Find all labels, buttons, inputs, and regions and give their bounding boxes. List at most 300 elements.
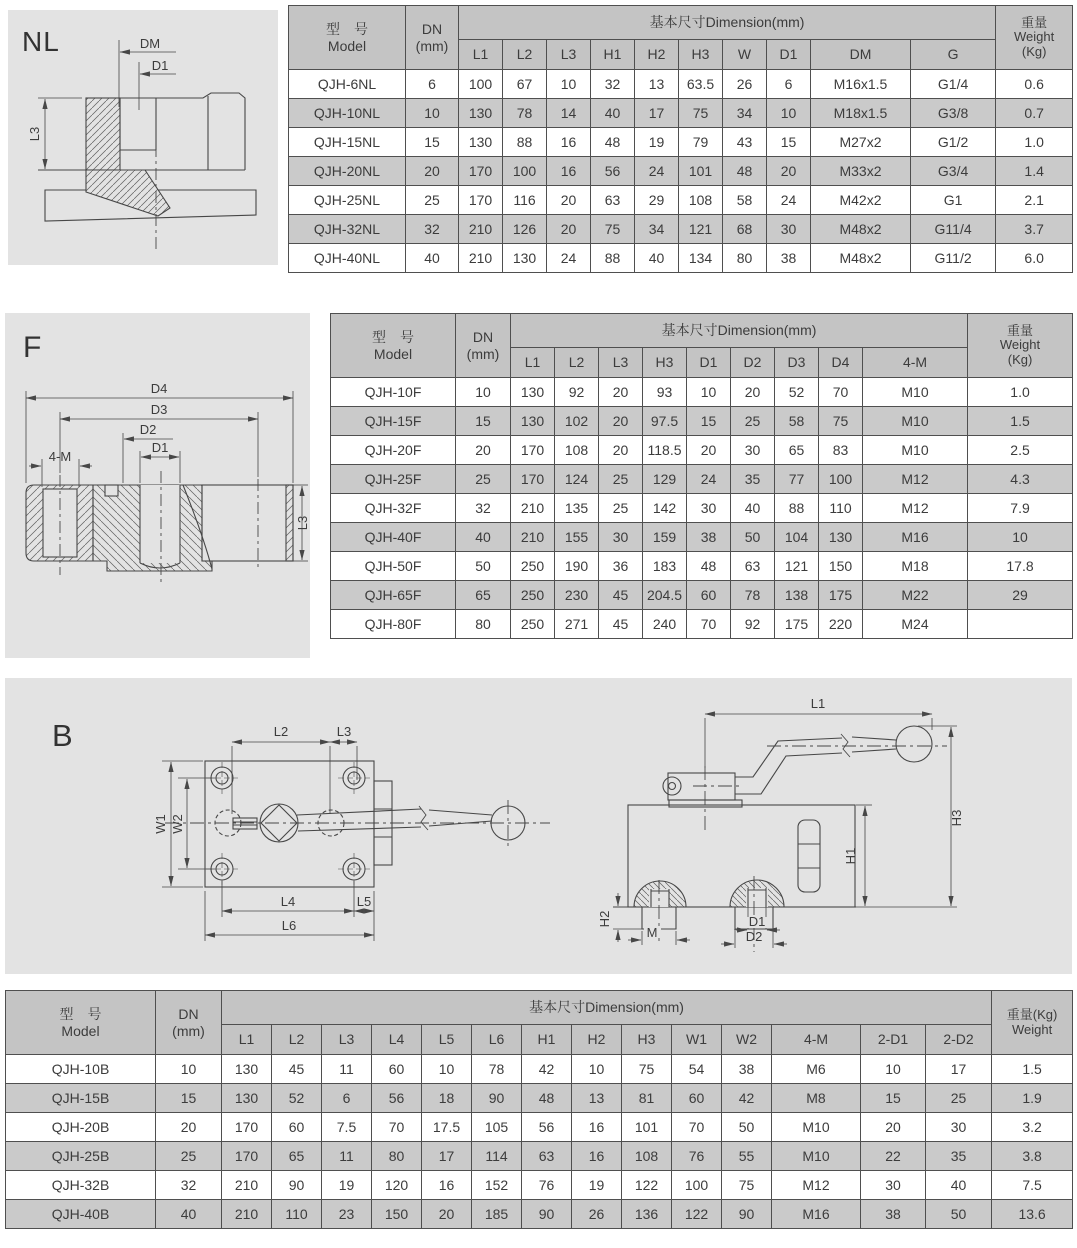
dim-label-l4: L4 [280, 894, 296, 909]
value-cell: 40 [926, 1171, 992, 1200]
value-cell: 40 [156, 1200, 222, 1229]
model-header-zh: 型 号 [59, 1006, 102, 1023]
model-cell: QJH-32NL [289, 215, 406, 244]
value-cell: 20 [687, 436, 731, 465]
value-cell: M10 [772, 1142, 861, 1171]
dimension-header: 基本尺寸Dimension(mm) [222, 991, 992, 1025]
model-cell: QJH-20B [6, 1113, 156, 1142]
value-cell: 75 [591, 215, 635, 244]
model-cell: QJH-32B [6, 1171, 156, 1200]
value-cell: 48 [591, 128, 635, 157]
dim-col-header: G [911, 40, 996, 70]
value-cell: 170 [459, 186, 503, 215]
value-cell: 102 [555, 407, 599, 436]
value-cell: 20 [422, 1200, 472, 1229]
dim-label-d4: D4 [150, 381, 168, 396]
value-cell: G3/8 [911, 99, 996, 128]
handle-side [735, 726, 932, 794]
value-cell: 170 [222, 1142, 272, 1171]
value-cell: 30 [731, 436, 775, 465]
nl-table-header [289, 6, 1073, 70]
value-cell: 130 [222, 1055, 272, 1084]
value-cell: 1.5 [968, 407, 1073, 436]
value-cell: M12 [772, 1171, 861, 1200]
value-cell: 170 [511, 465, 555, 494]
dim-col-header: H1 [591, 40, 635, 70]
model-cell: QJH-10F [331, 378, 456, 407]
dn-header [156, 991, 222, 1055]
weight-header-unit: (Kg) [1007, 351, 1033, 367]
value-cell: 20 [767, 157, 811, 186]
dim-col-header: L1 [511, 348, 555, 378]
f-drawing-panel [5, 313, 310, 658]
value-cell: 25 [731, 407, 775, 436]
side-view-dimensions [613, 714, 957, 948]
value-cell: M16 [772, 1200, 861, 1229]
value-cell: 19 [572, 1171, 622, 1200]
value-cell: 16 [547, 128, 591, 157]
value-cell: 45 [599, 581, 643, 610]
value-cell: 56 [522, 1113, 572, 1142]
value-cell: 38 [861, 1200, 926, 1229]
value-cell: 6 [406, 70, 459, 99]
model-cell: QJH-80F [331, 610, 456, 639]
value-cell: M18 [863, 552, 968, 581]
dim-col-header: L2 [555, 348, 599, 378]
value-cell: 271 [555, 610, 599, 639]
value-cell: 16 [422, 1171, 472, 1200]
value-cell: 78 [472, 1055, 522, 1084]
dn-header-label: DN [421, 21, 443, 38]
table-row [6, 1171, 1073, 1200]
value-cell: 52 [272, 1084, 322, 1113]
value-cell: 6 [322, 1084, 372, 1113]
value-cell: 70 [819, 378, 863, 407]
value-cell: 97.5 [643, 407, 687, 436]
dim-col-header: W [723, 40, 767, 70]
table-row [289, 128, 1073, 157]
dim-label-d2: D2 [745, 929, 763, 944]
value-cell: 183 [643, 552, 687, 581]
model-cell: QJH-25NL [289, 186, 406, 215]
value-cell: 34 [635, 215, 679, 244]
value-cell: 43 [723, 128, 767, 157]
value-cell: 36 [599, 552, 643, 581]
model-cell: QJH-40B [6, 1200, 156, 1229]
value-cell: 35 [731, 465, 775, 494]
value-cell: G1/4 [911, 70, 996, 99]
value-cell: 75 [819, 407, 863, 436]
value-cell: M16 [863, 523, 968, 552]
weight-header [996, 6, 1073, 70]
value-cell: 10 [406, 99, 459, 128]
side-port-hex [798, 820, 820, 892]
value-cell: 25 [599, 465, 643, 494]
table-row [331, 465, 1073, 494]
value-cell: M48x2 [811, 244, 911, 273]
value-cell: 100 [459, 70, 503, 99]
value-cell: 4.3 [968, 465, 1073, 494]
dim-label-l3: L3 [336, 724, 352, 739]
value-cell: 1.0 [968, 378, 1073, 407]
value-cell [968, 610, 1073, 639]
value-cell: 45 [599, 610, 643, 639]
value-cell: 240 [643, 610, 687, 639]
value-cell: 75 [679, 99, 723, 128]
value-cell: 108 [622, 1142, 672, 1171]
nl-drawing-panel [8, 10, 278, 265]
value-cell: 58 [775, 407, 819, 436]
value-cell: 130 [819, 523, 863, 552]
model-cell: QJH-20NL [289, 157, 406, 186]
value-cell: 130 [222, 1084, 272, 1113]
value-cell: 210 [459, 215, 503, 244]
value-cell: 45 [272, 1055, 322, 1084]
value-cell: M6 [772, 1055, 861, 1084]
value-cell: 0.6 [996, 70, 1073, 99]
value-cell: 83 [819, 436, 863, 465]
value-cell: 110 [819, 494, 863, 523]
value-cell: 63 [522, 1142, 572, 1171]
b-technical-drawing [5, 678, 1072, 974]
weight-header-line2: Weight [1011, 1021, 1053, 1037]
table-row [289, 215, 1073, 244]
value-cell: M18x1.5 [811, 99, 911, 128]
value-cell: 18 [422, 1084, 472, 1113]
table-row [289, 186, 1073, 215]
table-row [289, 99, 1073, 128]
value-cell: 63 [731, 552, 775, 581]
value-cell: 29 [968, 581, 1073, 610]
dn-header-label: DN [472, 329, 494, 346]
model-header-en: Model [61, 1022, 100, 1039]
bolt-centermarks [206, 762, 370, 885]
dim-label-h2: H2 [597, 910, 612, 928]
value-cell: 3.7 [996, 215, 1073, 244]
table-row [289, 157, 1073, 186]
value-cell: 7.5 [322, 1113, 372, 1142]
value-cell: 60 [672, 1084, 722, 1113]
valve-top-view [205, 761, 525, 887]
hatch-region-lower [86, 170, 170, 216]
value-cell: M10 [863, 436, 968, 465]
dim-label-l3: L3 [295, 515, 310, 531]
value-cell: 20 [406, 157, 459, 186]
value-cell: 81 [622, 1084, 672, 1113]
value-cell: 159 [643, 523, 687, 552]
value-cell: 210 [222, 1200, 272, 1229]
dim-col-header: L6 [472, 1025, 522, 1055]
value-cell: 20 [731, 378, 775, 407]
table-row [331, 523, 1073, 552]
model-cell: QJH-25B [6, 1142, 156, 1171]
value-cell: 20 [547, 215, 591, 244]
value-cell: 90 [522, 1200, 572, 1229]
value-cell: 220 [819, 610, 863, 639]
value-cell: 24 [687, 465, 731, 494]
table-row [331, 610, 1073, 639]
value-cell: 80 [372, 1142, 422, 1171]
value-cell: 77 [775, 465, 819, 494]
value-cell: 19 [635, 128, 679, 157]
value-cell: M12 [863, 494, 968, 523]
value-cell: 30 [767, 215, 811, 244]
value-cell: M10 [863, 407, 968, 436]
value-cell: 16 [572, 1142, 622, 1171]
value-cell: 19 [322, 1171, 372, 1200]
dim-col-header: W2 [722, 1025, 772, 1055]
value-cell: 58 [723, 186, 767, 215]
dn-header-unit: (mm) [466, 345, 500, 362]
top-view-dimensions [162, 742, 374, 941]
weight-header-en: Weight [999, 337, 1041, 353]
value-cell: 40 [406, 244, 459, 273]
f-table [330, 313, 1073, 639]
value-cell: 48 [687, 552, 731, 581]
value-cell: 1.9 [992, 1084, 1073, 1113]
f-table-body [331, 378, 1073, 639]
handle-ball-side [896, 726, 932, 762]
dim-col-header: W1 [672, 1025, 722, 1055]
value-cell: 250 [511, 552, 555, 581]
value-cell: 170 [511, 436, 555, 465]
header-row-1 [331, 314, 1073, 348]
value-cell: 11 [322, 1142, 372, 1171]
dim-col-header: 4-M [863, 348, 968, 378]
dim-col-header: H3 [622, 1025, 672, 1055]
value-cell: 63 [591, 186, 635, 215]
dim-label-l5: L5 [356, 894, 372, 909]
model-header-zh: 型 号 [372, 329, 414, 346]
value-cell: G11/2 [911, 244, 996, 273]
dim-col-header: L5 [422, 1025, 472, 1055]
model-cell: QJH-10NL [289, 99, 406, 128]
dim-col-header: L2 [503, 40, 547, 70]
value-cell: 121 [775, 552, 819, 581]
weight-header [992, 991, 1073, 1055]
value-cell: 3.2 [992, 1113, 1073, 1142]
value-cell: 10 [861, 1055, 926, 1084]
value-cell: 92 [555, 378, 599, 407]
nl-section-label: NL [22, 26, 60, 57]
dn-header-unit: (mm) [172, 1022, 205, 1039]
f-section-label: F [23, 331, 43, 364]
model-cell: QJH-65F [331, 581, 456, 610]
value-cell: 40 [591, 99, 635, 128]
dim-col-header: L4 [372, 1025, 422, 1055]
value-cell: 65 [775, 436, 819, 465]
value-cell: 210 [511, 523, 555, 552]
value-cell: M8 [772, 1084, 861, 1113]
value-cell: 15 [687, 407, 731, 436]
weight-header-zh: 重量 [1007, 322, 1034, 338]
value-cell: 75 [622, 1055, 672, 1084]
valve-side-view [613, 726, 932, 929]
value-cell: 38 [722, 1055, 772, 1084]
dim-label-l2: L2 [273, 724, 289, 739]
value-cell: 67 [503, 70, 547, 99]
value-cell: 54 [672, 1055, 722, 1084]
value-cell: 20 [599, 436, 643, 465]
dim-col-header: 4-M [772, 1025, 861, 1055]
value-cell: 100 [503, 157, 547, 186]
dn-header-unit: (mm) [415, 37, 449, 54]
dn-header [406, 6, 459, 70]
value-cell: 40 [731, 494, 775, 523]
value-cell: 10 [767, 99, 811, 128]
value-cell: 11 [322, 1055, 372, 1084]
value-cell: 134 [679, 244, 723, 273]
value-cell: 116 [503, 186, 547, 215]
f-technical-drawing [5, 313, 310, 658]
value-cell: 55 [722, 1142, 772, 1171]
dim-label-l1: L1 [810, 696, 826, 711]
model-header-en: Model [327, 37, 367, 54]
dim-col-header: D1 [687, 348, 731, 378]
table-row [6, 1113, 1073, 1142]
value-cell: 100 [819, 465, 863, 494]
dim-label-w2: W2 [170, 814, 185, 834]
handle-hub [668, 773, 735, 800]
value-cell: 155 [555, 523, 599, 552]
header-row-1 [289, 6, 1073, 40]
value-cell: 25 [599, 494, 643, 523]
value-cell: 10 [968, 523, 1073, 552]
value-cell: 52 [775, 378, 819, 407]
value-cell: 79 [679, 128, 723, 157]
b-table-body [6, 1055, 1073, 1229]
value-cell: 30 [599, 523, 643, 552]
dimension-header: 基本尺寸Dimension(mm) [459, 6, 996, 40]
dim-label-d1: D1 [151, 440, 169, 455]
value-cell: 48 [522, 1084, 572, 1113]
b-section-label: B [52, 718, 74, 753]
value-cell: G3/4 [911, 157, 996, 186]
value-cell: G1 [911, 186, 996, 215]
value-cell: 25 [406, 186, 459, 215]
value-cell: 32 [406, 215, 459, 244]
table-row [331, 581, 1073, 610]
value-cell: 210 [222, 1171, 272, 1200]
value-cell: 2.5 [968, 436, 1073, 465]
value-cell: 50 [456, 552, 511, 581]
value-cell: 15 [767, 128, 811, 157]
value-cell: 118.5 [643, 436, 687, 465]
value-cell: 250 [511, 610, 555, 639]
value-cell: 10 [687, 378, 731, 407]
value-cell: 70 [687, 610, 731, 639]
value-cell: 16 [547, 157, 591, 186]
value-cell: 35 [926, 1142, 992, 1171]
value-cell: 38 [687, 523, 731, 552]
value-cell: 68 [723, 215, 767, 244]
value-cell: 90 [472, 1084, 522, 1113]
value-cell: 3.8 [992, 1142, 1073, 1171]
value-cell: 13 [572, 1084, 622, 1113]
dim-col-header: H2 [572, 1025, 622, 1055]
value-cell: 7.9 [968, 494, 1073, 523]
value-cell: G1/2 [911, 128, 996, 157]
model-header-en: Model [373, 345, 413, 362]
value-cell: 80 [456, 610, 511, 639]
weight-header-unit: (Kg) [1021, 43, 1047, 59]
value-cell: 17.5 [422, 1113, 472, 1142]
hatch-region [86, 98, 120, 170]
value-cell: 50 [926, 1200, 992, 1229]
value-cell: 78 [731, 581, 775, 610]
value-cell: 120 [372, 1171, 422, 1200]
model-cell: QJH-15B [6, 1084, 156, 1113]
value-cell: 25 [156, 1142, 222, 1171]
value-cell: 126 [503, 215, 547, 244]
value-cell: 60 [687, 581, 731, 610]
value-cell: 130 [503, 244, 547, 273]
value-cell: 26 [723, 70, 767, 99]
table-row [6, 1142, 1073, 1171]
weight-header-line1: 重量(Kg) [1006, 1006, 1058, 1022]
value-cell: 63.5 [679, 70, 723, 99]
model-cell: QJH-40NL [289, 244, 406, 273]
value-cell: 32 [156, 1171, 222, 1200]
value-cell: 88 [503, 128, 547, 157]
value-cell: 24 [767, 186, 811, 215]
dim-label-m: M [646, 925, 658, 940]
value-cell: 136 [622, 1200, 672, 1229]
dim-col-header: D3 [775, 348, 819, 378]
dim-col-header: H3 [643, 348, 687, 378]
header-row-1 [6, 991, 1073, 1025]
value-cell: 230 [555, 581, 599, 610]
flange-cross-section [26, 485, 293, 571]
value-cell: 10 [456, 378, 511, 407]
value-cell: 92 [731, 610, 775, 639]
value-cell: 185 [472, 1200, 522, 1229]
model-cell: QJH-32F [331, 494, 456, 523]
value-cell: 32 [456, 494, 511, 523]
value-cell: 56 [591, 157, 635, 186]
value-cell: 16 [572, 1113, 622, 1142]
dim-col-header: 2-D2 [926, 1025, 992, 1055]
dim-col-header: H2 [635, 40, 679, 70]
dim-col-header: H3 [679, 40, 723, 70]
dim-col-header: L1 [459, 40, 503, 70]
value-cell: 130 [511, 407, 555, 436]
dim-label-l6: L6 [281, 918, 297, 933]
value-cell: 15 [861, 1084, 926, 1113]
value-cell: 10 [572, 1055, 622, 1084]
table-row [6, 1055, 1073, 1084]
value-cell: 6 [767, 70, 811, 99]
dim-col-header: H1 [522, 1025, 572, 1055]
nl-technical-drawing [8, 10, 278, 265]
value-cell: 42 [522, 1055, 572, 1084]
model-header [6, 991, 156, 1055]
model-cell: QJH-20F [331, 436, 456, 465]
value-cell: 70 [372, 1113, 422, 1142]
dim-col-header: L3 [547, 40, 591, 70]
dim-label-h3: H3 [949, 809, 964, 827]
value-cell: 24 [547, 244, 591, 273]
value-cell: 30 [687, 494, 731, 523]
weight-header-zh: 重量 [1021, 14, 1048, 30]
model-cell: QJH-25F [331, 465, 456, 494]
value-cell: 20 [547, 186, 591, 215]
value-cell: 142 [643, 494, 687, 523]
model-header [331, 314, 456, 378]
value-cell: 40 [635, 244, 679, 273]
dn-header [456, 314, 511, 378]
dim-col-header: L3 [322, 1025, 372, 1055]
